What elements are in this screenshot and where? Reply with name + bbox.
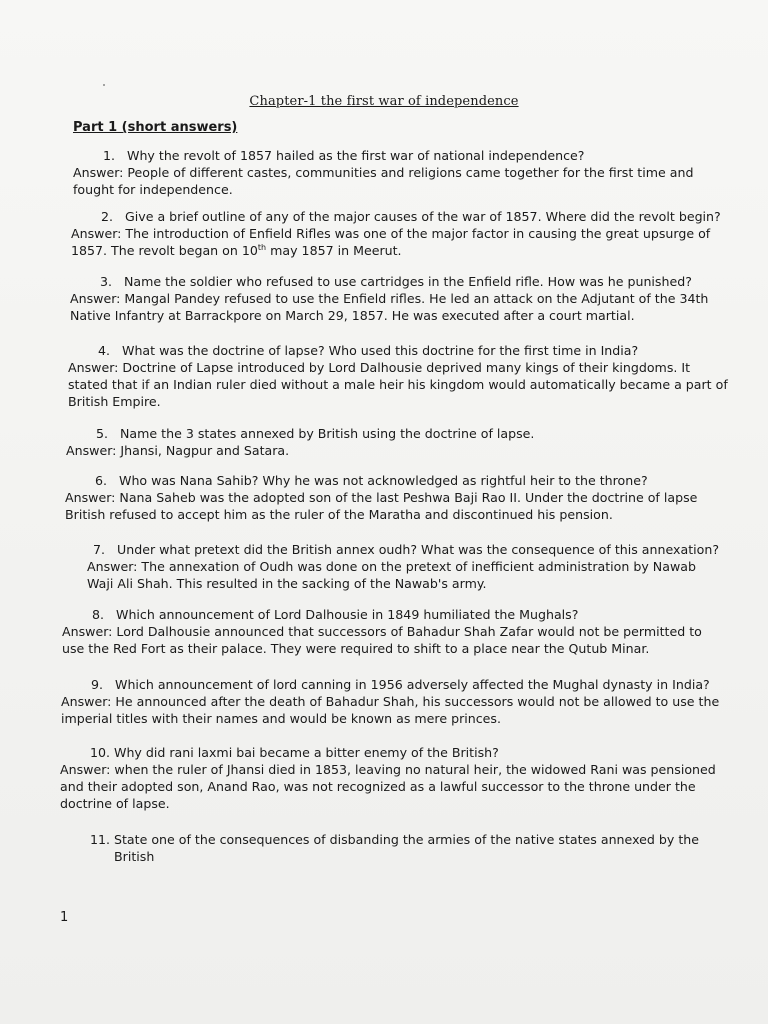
question-9: 9. Which announcement of lord canning in 1956 adversely affected the Mughal dynasty in India? <box>91 677 710 692</box>
qa-item-8 <box>62 606 702 657</box>
question-5: 5. Name the 3 states annexed by British using the doctrine of lapse. <box>96 426 535 441</box>
answer-4-line-3: British Empire. <box>68 394 161 409</box>
answer-8-line-2: use the Red Fort as their palace. They were required to shift to a place near the Qutub Minar. <box>62 641 650 656</box>
answer-6-line-2: British refused to accept him as the ruler of the Maratha and discontinued his pension. <box>65 507 613 522</box>
qa-item-5 <box>66 425 534 459</box>
answer-8-line-1: Answer: Lord Dalhousie announced that successors of Bahadur Shah Zafar would not be permitted to <box>62 624 702 639</box>
answer-10-line-3: doctrine of lapse. <box>60 796 170 811</box>
question-10: 10. Why did rani laxmi bai became a bitter enemy of the British? <box>90 745 499 760</box>
answer-10-line-1: Answer: when the ruler of Jhansi died in 1853, leaving no natural heir, the widowed Rani was pensioned <box>60 762 716 777</box>
answer-3-line-2: Native Infantry at Barrackpore on March 29, 1857. He was executed after a court martial. <box>70 308 635 323</box>
answer-3-line-1: Answer: Mangal Pandey refused to use the Enfield rifles. He led an attack on the Adjutant of the 34th <box>70 291 709 306</box>
question-8: 8. Which announcement of Lord Dalhousie in 1849 humiliated the Mughals? <box>92 607 579 622</box>
answer-9-line-1: Answer: He announced after the death of Bahadur Shah, his successors would not be allowed to use the <box>61 694 720 709</box>
qa-item-1 <box>73 147 693 198</box>
answer-9-line-2: imperial titles with their names and would be known as mere princes. <box>61 711 501 726</box>
qa-item-10 <box>60 744 716 812</box>
question-11: 11. State one of the consequences of disbanding the armies of the native states annexed by the <box>90 832 699 847</box>
page-number: 1 <box>60 910 69 925</box>
question-11-continued: British <box>114 849 155 864</box>
qa-item-4 <box>68 342 728 410</box>
speck-mark <box>103 84 105 86</box>
answer-7-line-2: Waji Ali Shah. This resulted in the sacking of the Nawab's army. <box>87 576 487 591</box>
answer-7-line-1: Answer: The annexation of Oudh was done on the pretext of inefficient administration by Nawab <box>87 559 696 574</box>
qa-item-9 <box>61 676 719 727</box>
part-heading: Part 1 (short answers) <box>73 120 238 135</box>
answer-1-line-2: fought for independence. <box>73 182 233 197</box>
question-6: 6. Who was Nana Sahib? Why he was not acknowledged as rightful heir to the throne? <box>95 473 648 488</box>
qa-item-3 <box>70 273 708 324</box>
question-1: 1. Why the revolt of 1857 hailed as the first war of national independence? <box>103 148 585 163</box>
question-4: 4. What was the doctrine of lapse? Who used this doctrine for the first time in India? <box>98 343 639 358</box>
answer-2-line-2: 1857. The revolt began on 10th may 1857 in Meerut. <box>71 242 402 258</box>
answer-6-line-1: Answer: Nana Saheb was the adopted son of the last Peshwa Baji Rao II. Under the doctrine of lapse <box>65 490 698 505</box>
qa-item-2 <box>71 208 721 259</box>
answer-1-line-1: Answer: People of different castes, communities and religions came together for the first time and <box>73 165 694 180</box>
answer-4-line-1: Answer: Doctrine of Lapse introduced by Lord Dalhousie deprived many kings of their kingdoms. It <box>68 360 691 375</box>
answer-5-line-1: Answer: Jhansi, Nagpur and Satara. <box>66 443 290 458</box>
chapter-title: Chapter-1 the first war of independence <box>249 94 519 109</box>
qa-item-7 <box>63 541 719 592</box>
answer-10-line-2: and their adopted son, Anand Rao, was not recognized as a lawful successor to the throne under the <box>60 779 696 794</box>
question-3: 3. Name the soldier who refused to use cartridges in the Enfield rifle. How was he punished? <box>100 274 692 289</box>
qa-item-6 <box>65 472 697 523</box>
question-2: 2. Give a brief outline of any of the major causes of the war of 1857. Where did the revolt begin? <box>101 209 721 224</box>
answer-2-line-1: Answer: The introduction of Enfield Rifles was one of the major factor in causing the great upsurge of <box>71 226 711 241</box>
answer-4-line-2: stated that if an Indian ruler died without a male heir his kingdom would automatically became a part of <box>68 377 728 392</box>
question-7: 7. Under what pretext did the British annex oudh? What was the consequence of this annexation? <box>93 542 719 557</box>
qa-item-11 <box>60 831 699 865</box>
